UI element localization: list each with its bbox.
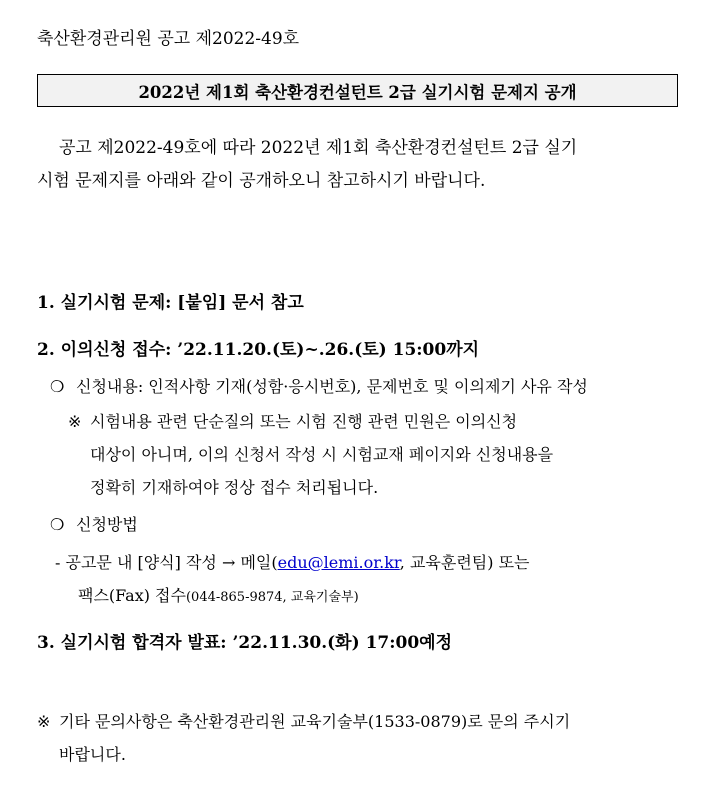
note-line-2: 대상이 아니며, 이의 신청서 작성 시 시험교재 페이지와 신청내용을 xyxy=(90,445,554,464)
title-box xyxy=(37,74,678,107)
intro-paragraph xyxy=(37,132,678,198)
footer-note xyxy=(37,705,678,771)
note-line-1: 시험내용 관련 단순질의 또는 시험 진행 관련 민원은 이의신청 xyxy=(90,412,518,431)
footer-line-2: 바랍니다. xyxy=(59,745,126,764)
reference-mark-icon: ※ xyxy=(37,712,51,731)
note-line-3: 정확히 기재하여야 정상 접수 처리됩니다. xyxy=(90,478,379,497)
note-objection-scope xyxy=(68,405,678,504)
bullet-application-method xyxy=(50,512,138,535)
section-2-heading: 2. 이의신청 접수: ’22.11.20.(토)~.26.(토) 15:00까지 xyxy=(37,340,480,360)
method-fax-line xyxy=(78,583,359,606)
section-3-heading: 3. 실기시험 합격자 발표: ’22.11.30.(화) 17:00예정 xyxy=(37,633,453,653)
fax-prefix: 팩스(Fax) 접수 xyxy=(78,586,186,605)
reference-mark-icon: ※ xyxy=(68,412,82,431)
document-title: 2022년 제1회 축산환경컨설턴트 2급 실기시험 문제지 공개 xyxy=(138,82,577,102)
method-prefix: - 공고문 내 [양식] 작성 → 메일( xyxy=(55,553,278,572)
method-suffix: , 교육훈련팀) 또는 xyxy=(399,553,530,572)
bullet-application-method-text: 신청방법 xyxy=(76,515,138,534)
notice-number: 축산환경관리원 공고 제2022-49호 xyxy=(37,29,300,49)
footer-line-1: 기타 문의사항은 축산환경관리원 교육기술부(1533-0879)로 문의 주시기 xyxy=(59,712,571,731)
fax-detail: (044-865-9874, 교육기술부) xyxy=(185,590,359,605)
bullet-application-content xyxy=(50,374,588,397)
intro-line-2: 시험 문제지를 아래와 같이 공개하오니 참고하시기 바랍니다. xyxy=(37,171,486,191)
email-link[interactable]: edu@lemi.or.kr xyxy=(277,553,400,572)
bullet-circle-icon: ❍ xyxy=(50,377,65,396)
bullet-circle-icon: ❍ xyxy=(50,515,65,534)
bullet-application-content-text: 신청내용: 인적사항 기재(성함·응시번호), 문제번호 및 이의제기 사유 작성 xyxy=(76,377,588,396)
intro-line-1: 공고 제2022-49호에 따라 2022년 제1회 축산환경컨설턴트 2급 실기 xyxy=(59,138,578,158)
method-email-line xyxy=(55,550,530,573)
section-1-heading: 1. 실기시험 문제: [붙임] 문서 참고 xyxy=(37,293,304,313)
